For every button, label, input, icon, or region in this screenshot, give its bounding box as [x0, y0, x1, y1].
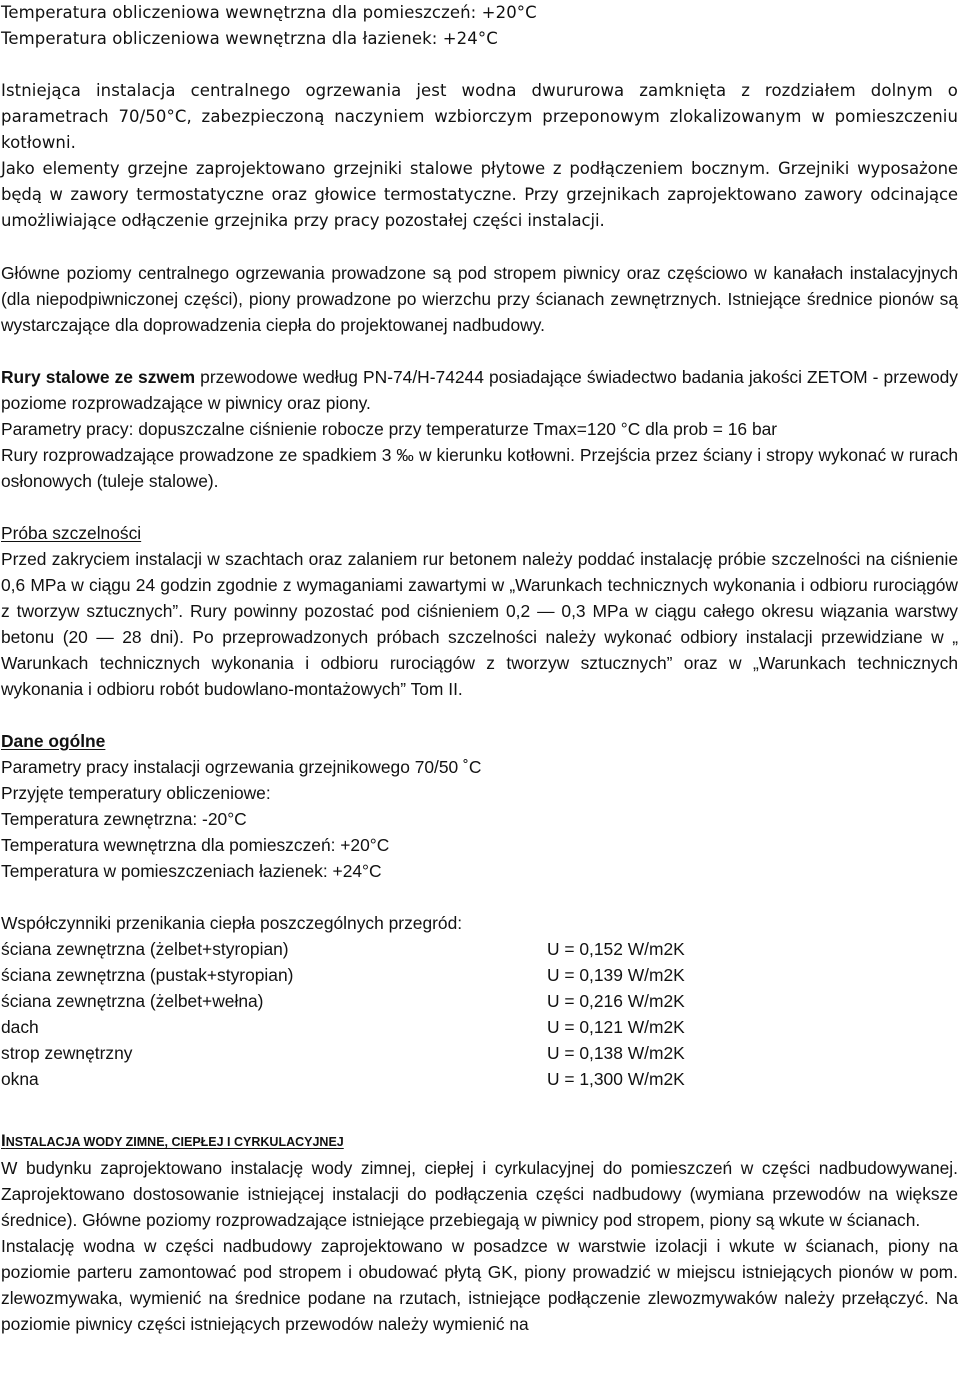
- section-pipes: [1, 364, 958, 494]
- coefficient-value: U = 0,139 W/m2K: [547, 965, 685, 985]
- coefficient-value: U = 0,138 W/m2K: [547, 1043, 685, 1063]
- paragraph: Jako elementy grzejne zaprojektowano grzejniki stalowe płytowe z podłączeniem bocznym. Grzejniki wyposażone będą w zawory termostatyczne oraz głowice termostatyczne. Przy grzejnikach zaprojektowano zawory odcinające umożliwiające odłączenie grzejnika przy pracy pozostałej części instalacji.: [1, 159, 958, 230]
- text-line: Temperatura obliczeniowa wewnętrzna dla pomieszczeń: +20°C: [1, 3, 537, 22]
- section-water-installation: [1, 1128, 958, 1337]
- paragraph: Istniejąca instalacja centralnego ogrzewania jest wodna dwururowa zamknięta z rozdziałem dolnym o parametrach 70/50°C, zabezpieczoną naczyniem wzbiorczym przeponowym zlokalizowanym w pomieszczeniu kotłowni.: [1, 81, 958, 152]
- coefficient-value: U = 0,121 W/m2K: [547, 1017, 685, 1037]
- coefficient-name: ściana zewnętrzna (żelbet+styropian): [1, 939, 289, 959]
- section-main-levels: [1, 260, 958, 338]
- paragraph: [1, 364, 958, 416]
- coefficient-name: strop zewnętrzny: [1, 1043, 133, 1063]
- coefficient-name: dach: [1, 1017, 39, 1037]
- paragraph-text: przewodowe według PN-74/H-74244 posiadające świadectwo badania jakości ZETOM - przewody poziome rozprowadzające w piwnicy oraz piony.: [1, 367, 958, 413]
- coefficient-name: ściana zewnętrzna (żelbet+wełna): [1, 991, 264, 1011]
- coefficient-row: [1, 936, 958, 962]
- section-temperatures: [1, 0, 958, 234]
- paragraph: Parametry pracy: dopuszczalne ciśnienie robocze przy temperaturze Tmax=120 °C dla prob = 16 bar: [1, 419, 778, 439]
- paragraph: Rury rozprowadzające prowadzone ze spadkiem 3 ‰ w kierunku kotłowni. Przejścia przez ściany i stropy wykonać w rurach osłonowych (tuleje stalowe).: [1, 445, 958, 491]
- coefficient-row: [1, 1066, 958, 1092]
- text-line: Parametry pracy instalacji ogrzewania grzejnikowego 70/50 ˚C: [1, 757, 482, 777]
- bold-lead: Rury stalowe ze szwem: [1, 367, 196, 387]
- coefficient-value: U = 0,216 W/m2K: [547, 991, 685, 1011]
- coefficient-name: okna: [1, 1069, 39, 1089]
- coefficient-row: [1, 1014, 958, 1040]
- section-coefficients: [1, 910, 958, 1092]
- text-line: Temperatura obliczeniowa wewnętrzna dla łazienek: +24°C: [1, 29, 498, 48]
- text-line: Temperatura wewnętrzna dla pomieszczeń: +20°C: [1, 835, 390, 855]
- coefficient-name: ściana zewnętrzna (pustak+styropian): [1, 965, 294, 985]
- coefficient-row: [1, 988, 958, 1014]
- coefficient-value: U = 0,152 W/m2K: [547, 939, 685, 959]
- text-line: Temperatura zewnętrzna: -20°C: [1, 809, 247, 829]
- text-line: Temperatura w pomieszczeniach łazienek: +24°C: [1, 861, 382, 881]
- coefficient-row: [1, 1040, 958, 1066]
- section-general-data: [1, 728, 958, 884]
- section-heading: Współczynniki przenikania ciepła poszczególnych przegród:: [1, 913, 463, 933]
- section-heading: Próba szczelności: [1, 523, 142, 543]
- coefficient-value: U = 1,300 W/m2K: [547, 1069, 685, 1089]
- paragraph: Instalację wodna w części nadbudowy zaprojektowano w posadzce w warstwie izolacji i wkute w ścianach, piony na poziomie parteru zamontować pod stropem i obudować płytą GK, piony prowadzić w miejscu istniejących pionów w pom. zlewozmywaka, wymienić na średnice podane na rzutach, istniejące podłączenie zlewozmywaków należy przełączyć. Na poziomie piwnicy części istniejących przewodów należy wymienić na: [1, 1236, 958, 1334]
- coefficient-row: [1, 962, 958, 988]
- paragraph: Przed zakryciem instalacji w szachtach oraz zalaniem rur betonem należy poddać instalację próbie szczelności na ciśnienie 0,6 MPa w ciągu 24 godzin zgodnie z wymaganiami zawartymi w „Warunkach technicznych wykonania i odbioru rurociągów z tworzyw sztucznych”. Rury powinny pozostać pod ciśnieniem 0,2 — 0,3 MPa w ciągu całego okresu wiązania warstwy betonu (20 — 28 dni). Po przeprowadzonych próbach szczelności należy wykonać odbiory instalacji przewidziane w „ Warunkach technicznych wykonania i odbioru rurociągów z tworzyw sztucznych” oraz w „Warunkach technicznych wykonania i odbioru robót budowlano-montażowych” Tom II.: [1, 549, 958, 699]
- section-heading: Dane ogólne: [1, 731, 106, 751]
- section-heading: INSTALACJA WODY ZIMNE, CIEPŁEJ I CYRKULACYJNEJ: [1, 1131, 344, 1150]
- paragraph: Główne poziomy centralnego ogrzewania prowadzone są pod stropem piwnicy oraz częściowo w kanałach instalacyjnych (dla niepodpiwniczonej części), piony prowadzone po wierzchu przy ścianach zewnętrznych. Istniejące średnice pionów są wystarczające dla doprowadzenia ciepła do projektowanej nadbudowy.: [1, 263, 958, 335]
- section-leak-test: [1, 520, 958, 702]
- paragraph: W budynku zaprojektowano instalację wody zimnej, ciepłej i cyrkulacyjnej do pomieszczeń w części nadbudowywanej. Zaprojektowano dostosowanie istniejącej instalacji do podłączenia części nadbudowy (wymiana przewodów na większe średnice). Główne poziomy rozprowadzające istniejące przebiegają w piwnicy pod stropem, piony są wkute w ścianach.: [1, 1158, 958, 1230]
- text-line: Przyjęte temperatury obliczeniowe:: [1, 783, 271, 803]
